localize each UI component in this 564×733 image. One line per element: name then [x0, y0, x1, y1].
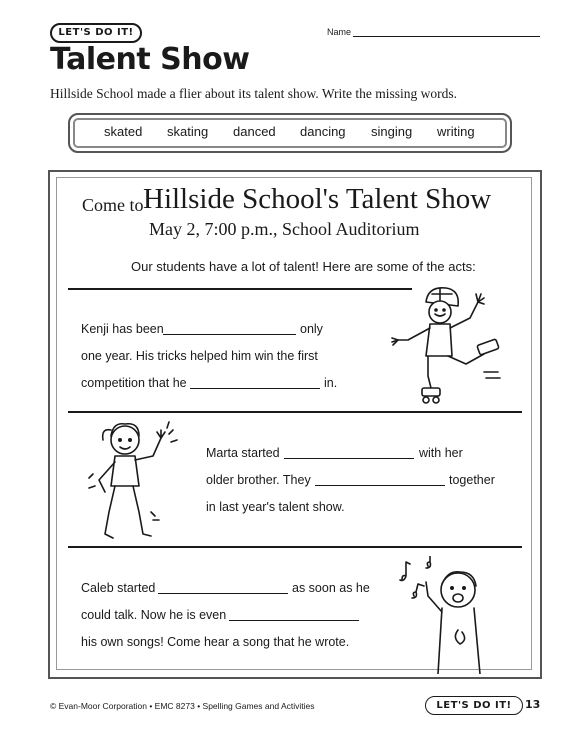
act3-text: could talk. Now he is even — [81, 608, 227, 622]
flier-date: May 2, 7:00 p.m., School Auditorium — [149, 219, 420, 239]
act1-text: competition that he — [81, 376, 187, 390]
answer-blank[interactable] — [284, 458, 414, 459]
word-bank-word: danced — [233, 124, 276, 139]
flier-intro: Our students have a lot of talent! Here are some of the acts: — [131, 259, 476, 274]
act3-text: Caleb started — [81, 581, 156, 595]
act3-text: as soon as he — [292, 581, 370, 595]
answer-blank[interactable] — [158, 593, 288, 594]
copyright: © Evan-Moor Corporation • EMC 8273 • Spelling Games and Activities — [50, 701, 315, 711]
word-bank-word: skated — [104, 124, 143, 139]
word-bank-word: singing — [371, 124, 413, 139]
lets-do-it-badge: LET'S DO IT! — [50, 23, 142, 43]
flier-title: Hillside School's Talent Show — [143, 183, 492, 215]
act2-text: with her — [419, 446, 463, 460]
flier-come-to: Come to — [82, 195, 144, 215]
act2-text: together — [449, 473, 495, 487]
name-label: Name — [327, 27, 352, 37]
act2-text: in last year's talent show. — [206, 500, 345, 514]
act3-text: his own songs! Come hear a song that he wrote. — [81, 635, 350, 649]
act1-text: one year. His tricks helped him win the first — [81, 349, 318, 363]
answer-blank[interactable] — [315, 485, 445, 486]
dancing-girl-illustration — [83, 416, 193, 548]
footer-badge: LET'S DO IT! — [425, 696, 523, 715]
singing-boy-illustration — [398, 556, 502, 674]
answer-blank[interactable] — [229, 620, 359, 621]
page-title: Talent Show — [50, 42, 250, 77]
instructions: Hillside School made a flier about its talent show. Write the missing words. — [50, 86, 458, 101]
act2-text: older brother. They — [206, 473, 311, 487]
act1-text: only — [300, 322, 323, 336]
word-bank-word: skating — [167, 124, 209, 139]
word-bank-word: dancing — [300, 124, 346, 139]
answer-blank[interactable] — [190, 388, 320, 389]
act1-text: Kenji has been — [81, 322, 164, 336]
word-bank-word: writing — [437, 124, 475, 139]
act2-text: Marta started — [206, 446, 280, 460]
name-field[interactable] — [353, 36, 540, 37]
page-number: 13 — [525, 698, 541, 711]
separator — [68, 288, 412, 290]
act1-text: in. — [324, 376, 338, 390]
answer-blank[interactable] — [163, 334, 296, 335]
skater-boy-illustration — [388, 284, 504, 412]
